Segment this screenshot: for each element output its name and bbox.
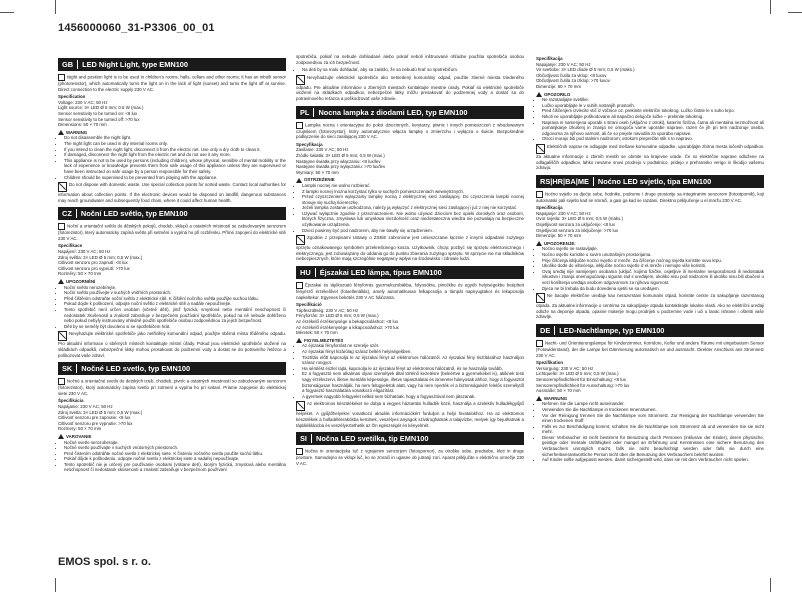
brand-name: EMOS spol. s r. o. <box>58 556 151 568</box>
crop-mark <box>55 0 56 14</box>
spec-line: Citlivost senzoru pro vypnutí: >70 lux <box>58 265 130 271</box>
warning-item: • Verwenden Sie die Nachtlampe in trockenen Innenräumen. <box>542 407 764 413</box>
spec-title: Specification <box>58 94 86 100</box>
warning-item: • Tento spotrebič nie je určený pre používanie osobami (vrátane detí), ktorým fyzická, zmyslová alebo mentálna neschopnosť či nedostatok skúseností a znalostí zabraňuje v bezpečnom používaní <box>64 462 286 473</box>
warning-item: • Dzieci powinny być pod nadzorem, aby nie bawiły się urządzeniem. <box>302 228 524 234</box>
section-title: Noćno LED svjetlo, tipa EMN100 <box>597 176 712 186</box>
warning-item: • Djeca ne bi trebala da budu dovedena sjetiti se sa uređajem. <box>542 286 764 292</box>
warning-item: • Nikoli ne uporabljajte poškodovane ali napačno delujoče lučke – prekinite tokokrog. <box>542 114 764 120</box>
intro-text-content: Noćno svjetlo za djećje sobe, hodnike, podrume i druge prostorije sa integriranim senzorom (fotootpornik), koji automatski pali svjetlo kad se smrači, a gasi ga kad se razdani. Direktno priključenje u el.mrežu 230 V AC. <box>536 191 764 203</box>
document-code: 1456000060_31-P3306_00_01 <box>58 22 215 34</box>
warning-item: • Děti by se neměly být dovoleno si se spotřebičem hrát. <box>64 324 286 330</box>
spec-title: Spezifikation <box>536 360 564 366</box>
warning-title: VAROVANIE <box>66 433 92 439</box>
spec-line: Napájení: 230 V AC; 50 Hz <box>58 249 111 255</box>
language-code: RS|HR|BA|ME <box>540 177 594 186</box>
language-code: CZ <box>62 209 77 218</box>
crop-mark <box>788 12 802 13</box>
spec-line: Sensorempfindlichkeit für Einschaltung: <8 lux <box>536 376 626 382</box>
intro-text-content: Nacht- und Orientierungslampe für Kinderzimmer, Korridore, Keller und andere Räume mit eingebautem Sensor (Fotowiderstand), der die Lampe bei Dämmerung automatisch an und ausmacht. Direkter Anschluss ans Stromnetz 230 V AC. <box>536 340 764 358</box>
warning-item: • Falls es zur Beschädigung kommt, schalten Sie die Nachtlampe vom Stromnetz ab und verwenden Sie sie nicht mehr. <box>542 424 764 435</box>
language-code: HU <box>300 268 316 277</box>
warning-list <box>536 401 764 463</box>
spec-title: Specifikace <box>58 243 83 249</box>
warning-item: • Nehmen Sie die Lampe nicht auseinander. <box>542 401 764 407</box>
warning-list <box>58 285 286 330</box>
warning-item: • Nočné svetlo nerozoberajte. <box>64 440 286 446</box>
intro-text <box>58 74 286 92</box>
warning-item: • Children should be supervised to be prevented from playing with the appliance. <box>64 175 286 181</box>
spec-line: Rozmery: 50 × 70 mm <box>58 426 102 432</box>
warning-item: • If damaged, disconnect the night light from the electric net and do not use it any more. <box>64 152 286 158</box>
warning-item: • Auf Kinder sollte aufgepasst werden, damit sichergestellt wird, dass sie mit dem Verbraucher nicht spielen. <box>542 457 764 463</box>
spec-line: Zdroj světla: 3× LED Ø 5 mm; 0,5 W (max.) <box>58 254 143 260</box>
section-title: Nočna LED svetilka, tip EMN100 <box>315 434 429 444</box>
spec-line: Méretek: 50 × 70 mm <box>296 330 338 336</box>
crossed-bin-icon <box>296 75 305 85</box>
section-header <box>296 106 524 119</box>
warning-item: • The night light can be used in dry internal rooms only. <box>64 141 286 147</box>
spec-line: Občutljivost čutila za izklop: >70 luxov <box>536 78 610 84</box>
spec-line: Az érzékelő érzékenysége a bekapcsoláshoz: <8 lux <box>296 319 399 324</box>
intro-text-content: spotrebiča, pokiaľ na nebude dohliadané alebo pokiaľ neboli inštruované ohľadne použitia spotrebiča osobou zodpovednou za ich bezpečnosť. <box>296 54 524 65</box>
warning-item: • Tisztítás előtt kapcsolja le az éjszakai fényt az elektromos hálózatról. Az éjszakai fény tisztításához használjon száraz rongyot. <box>302 355 524 366</box>
section-title: Noční LED světlo, typ EMN100 <box>80 209 188 219</box>
warning-item: • Dieser Verbraucher ist nicht bestimmt für Benutzung durch Personen (inklusive der Kinder), deren physische, geistige oder mentale Unfähigkeit oder mangel an Erfahrung und Kenntnissen eine sichere Benutzung des Verbrauchers unmöglich macht, falls sie nicht beaufsichtigt werden oder falls sie durch eine sicherheitsverantwortliche Person nicht über die Benutzung des Verbrauchers belehrt wurden. <box>542 435 764 457</box>
spec-title: Špecifikácia <box>58 398 84 404</box>
disposal-text-content: Ne bacajte električne uređaje kao nerazvrstani komunalni otpad, koristite centre za sakupljanje razvrstanog otpada. Za aktualne informacije o centrima za sakupljanje otpada kontaktirajte lokalne vlasti. Ako se električni uređaji odlože na deponije otpada, opasne materije mogu prodrijeti u podzemne vode i ući u lanac ishrane i oštetiti vaše zdravlje. <box>536 293 764 320</box>
intro-text-content: Night and position light is to be used in children’s rooms, halls, cellars and other rooms; it has an inbuilt sensor (photoresistor), which automatically turns the light on in the lack of light (sunset) and turns the light off at sunrise. Direct connection to the electric supply 230 V AC. <box>58 74 286 92</box>
crossed-bin-icon <box>296 235 305 245</box>
spec-title: Specifikáció <box>296 302 322 308</box>
spec-line: Osjetljivost senzora za isključenje: >70 lux <box>536 227 619 233</box>
spec-line: Sensorempfindlichkeit für Ausschaltung: >70 lux <box>536 382 630 388</box>
warning-item: • Pred čiščenjem izvlecite vtič iz vtičnice oz. prekinite električni tokokrog. Lučko čistite le s suho krpo. <box>542 108 764 114</box>
intro-text-content: Éjszakai és tájékoztató fényforrás gyermekszobákba, folyosókra, pincékbe és egyéb helyiségekbe beépített fényérző érzékelővel (fotoellenállás), amely automatikusan felkapcsolja a lámpát napnyugtakor és lekapcsolja napkeltekor. Egyenes bekötés 230 V AC hálózatra. <box>296 282 524 300</box>
intro-text-content: Lampka nocna i orientacyjna do pokoi dziecinnych, korytarzy, piwnic i innych pomieszczeń z wbudowanym czujnikiem (fotorezystor), który automatycznie włącza lampkę o zmierzchu i wyłącza o świcie. Bezpośrednie podłączenie do sieci zasilającej 230 V AC. <box>296 122 524 140</box>
section-title: Nocna lampka z diodami LED, typ EMN100 <box>318 107 468 117</box>
intro-text-content: Noční a orientační světlo do dětských pokojů, chodeb, sklepů a ostatních místností se zabudovaným senzorem (fotorezistor), který automaticky zapíná světlo při setmění a vypíná ho při rozbřesku. Přímé zapojení do elektrické sítě 230 V AC. <box>58 223 286 241</box>
spec-line: Izvor svjetla: 3× LED Ø 5 mm; 0,5 W (maks.) <box>536 216 623 222</box>
spec-line: Rozměry: 50 × 70 mm <box>58 271 102 277</box>
intro-text-content: Nočné a orientačné svetlo do detských izieb, chodieb, pivníc a ostatných miestností so zabudovaným senzorom (fotorezistor), ktorý automaticky zapína svetlo pri zotmení a vypína ho pri svitaní. Priame zapojenie do elektrickej siete 230 V AC. <box>58 378 286 396</box>
section-title: LED Night Light, type EMN100 <box>82 60 189 69</box>
warning-list <box>536 246 764 291</box>
spec-line: Sensor sensitivity to be turned off: >70 lux <box>58 116 140 122</box>
warning-item: • Noční světlo nerozebírejte. <box>64 285 286 291</box>
section-header <box>58 58 286 71</box>
warning-item: • Nočné svetlo používajte v suchých vnútorných priestoroch. <box>64 445 286 451</box>
spec-line: Napajanje: 230 V AC; 50 Hz <box>536 61 591 67</box>
warning-icon <box>536 92 542 97</box>
spec-line: Dimensions: 50 × 70 mm <box>58 122 107 128</box>
spec-line: Napajanje: 230 V AC; 50 Hz <box>536 210 591 216</box>
warning-title: WARNING <box>66 129 88 135</box>
warning-title: OSTRZEŻENIE <box>304 177 335 183</box>
disposal-text-content: Nevyhazujte elektrické spotřebiče jako netříděný komunální odpad, použijte sběrná místa tříděného odpadu. Pro aktuální informace o sběrných místech kontaktujte místní úřady. Pokud jsou elektrické spotřebiče uložené na skládkách odpadků, nebezpečné látky mohou prosakovat do podzemní vody a dostat se do potravního řetězce a poškozovat vaše zdraví. <box>58 331 286 358</box>
crossed-bin-icon <box>58 331 67 341</box>
intro-text <box>58 223 286 241</box>
warning-item: • Pred čistením odstráňte nočné svetlo z elektrickej siete. K čisteniu nočného svetla použite suchú látku. <box>64 451 286 457</box>
warning-item: • A gyermek nagyobb felügyelet nélkül nem bízhatóak, hogy a fogyasztóval nem játszanak. <box>302 394 524 400</box>
warning-item: • Noćno svjetlo koristite u suvim unutrašnjim prostorijama. <box>542 252 764 258</box>
warning-icon <box>58 279 64 284</box>
spec-line: Citlivosť senzoru pre vypnutie: >70 lux <box>58 420 133 426</box>
warning-icon <box>296 338 302 343</box>
language-code: SI <box>300 434 312 443</box>
crossed-bin-icon <box>536 293 545 303</box>
spec-line: Napájanie: 230 V AC; 50 Hz <box>58 403 113 409</box>
warning-title: UPOZORNĚNÍ <box>66 279 96 285</box>
crossed-bin-icon <box>58 182 67 192</box>
warning-item: • Vor der Reinigung trennen Sie die Nachtlampe vom Stromnetz. Zur Reinigung der Nachtlampe verwenden Sie einen trockenen Stoff. <box>542 413 764 424</box>
disposal-text <box>58 182 286 203</box>
night-light-icon <box>296 282 303 289</box>
warning-item: • Ukoliko dođe do oštećenja, isključite noćno svjetlo iz el.mreže i nemojte više koristiti. <box>542 263 764 269</box>
section-header <box>296 432 524 445</box>
spec-line: Citlivosť senzoru pre zapnutie: <8 lux <box>58 415 131 421</box>
section-header <box>536 175 764 188</box>
disposal-text <box>296 75 524 102</box>
warning-icon <box>58 130 64 135</box>
warning-item: • Lučko uporabljajte le v suhih notranjih prostorih. <box>542 103 764 109</box>
warning-list <box>58 135 286 180</box>
warning-item: • Noćno svjetlo ne rastavljajte. <box>542 246 764 252</box>
warning-item: • Noční světlo používejte v suchých vnitřních prostorách. <box>64 290 286 296</box>
warning-item: • This appliance is not to be used by persons (including children), whose physical, sensible of mental mobility or the lack of experience or knowledge prevents them from safe usage of this appliance unless they are supervised or have been instructed on safe usage by a person responsible for their safety. <box>64 158 286 175</box>
spec-line: Osjetljivost senzora za uključenje: <8 lux <box>536 222 615 228</box>
spec-line: Następne światła przy wyłączaniu: >70 lux/lev <box>296 164 386 170</box>
spec-line: Zasilanie: 230 V AC; 50 Hz <box>296 147 349 153</box>
warning-item: • Przed czyszczeniem wyłączamy lampkę nocną z elektrycznej sieci zasilającej. Do czyszczenia lampki nocnej stosuje się suchą ściereczkę. <box>302 194 524 205</box>
warning-item: • Az éjszakai fényt kizárólag száraz beltéri helyiségekben. <box>302 349 524 355</box>
warning-list <box>296 343 524 399</box>
warning-item: • Tento spotřebič není určen osobám (včetně dětí), jimž fyzická, smyslová nebo mentální neschopnost či nedostatek zkušeností a znalostí zabraňuje v bezpečném používání spotřebiče, pokud na ně nebude dohlíženo nebo pokud nebyly instruovány ohledně použití spotřebiče osobou zodpovědnou za jejich bezpečnost. <box>64 307 286 324</box>
intro-text <box>536 340 764 358</box>
disposal-text <box>58 331 286 358</box>
warning-item: • Do not disassemble the night light. <box>64 135 286 141</box>
spec-line: Vir svetlobe: 3× LED diode Ø 5 mm; 0,5 W (maks.) <box>536 67 635 73</box>
warning-item: • Lampki nocnej nie wolno rozbierać. <box>302 183 524 189</box>
warning-list <box>296 67 524 73</box>
language-code: PL <box>300 108 314 117</box>
crossed-bin-icon <box>536 144 545 154</box>
intro-text <box>296 448 524 466</box>
warning-title: OPOZORILO <box>544 91 571 97</box>
warning-item: • Z lampki nocnej można korzystać tylko w suchych pomieszczeniach wewnętrznych. <box>302 189 524 195</box>
crop-mark <box>770 0 771 14</box>
section-header <box>58 207 286 220</box>
section-title: LED-Nachtlampe, typ EMN100 <box>559 325 665 335</box>
warning-item: • Pokiaľ dôjde k poškodeniu, odpojte nočné svetlo z elektrickej siete a nadaľej nepoužívajte. <box>64 456 286 462</box>
night-light-icon <box>58 74 65 81</box>
spec-line: Źródło światła: 3× LED Ø 5 mm; 0,5 W (max.) <box>296 152 385 158</box>
warning-item: • If you intend to clean the night light, disconnect it from the electric net. Use only a dry cloth to clean it. <box>64 147 286 153</box>
warning-item: • Prije čišćenja isključite noćno svjetlo iz mreže. Za čišćenje noćnog svjetla koristite suvu krpu. <box>542 258 764 264</box>
warning-item: • Ne razstavljajte svetilke. <box>542 97 764 103</box>
disposal-text <box>296 401 524 428</box>
warning-list <box>536 97 764 142</box>
spec-line: Dimenzije: 50 × 70 mm <box>536 83 582 89</box>
warning-item: • Ez a fogyasztó nem alkalmas olyan személyek által történő kezelésre (beleértve a gyermekeket is), akiknek testi vagy érzékszervi, illetve mentális képessége, illetve tapasztalatai és ismeretei hiányosak ahhoz, hogy a fogyasztót biztonságosan használják, ha nem felügyeletük alatt, vagy ha nem nyerték el a biztonságukért felelős személytől a fogyasztó használatára vonatkozó eligazítást. <box>302 371 524 393</box>
disposal-text <box>536 144 764 171</box>
spec-title: Specifikacija <box>536 205 563 211</box>
night-light-icon <box>58 378 65 385</box>
night-light-icon <box>58 223 65 230</box>
crop-mark <box>55 578 56 592</box>
warning-icon <box>296 178 302 183</box>
spec-line: Ausmaße: 50 × 70 mm <box>536 388 581 394</box>
intro-text <box>296 282 524 300</box>
warning-title: UPOZORENJE: <box>544 240 576 246</box>
warning-title: WARNUNG <box>544 395 568 401</box>
warning-list <box>296 183 524 233</box>
night-light-icon <box>536 340 543 347</box>
language-code: GB <box>62 60 78 69</box>
warning-icon <box>58 434 64 439</box>
spec-line: Następne światła przy włączaniu: <8 lux/lev <box>296 158 381 164</box>
night-light-icon <box>296 122 303 129</box>
section-header <box>58 362 286 375</box>
warning-list <box>58 440 286 474</box>
language-code: SK <box>62 364 77 373</box>
intro-text-content: Nočna in orientacijska luč z vgrajenim senzorjem (fotoupornor), za otroške sobe, predsobe, kleti in druge prostore. Samodejno se vklopi luč, ko se zmrači in ugasne ob jutranji zori. Aparat priključite v električno omrežje 230 V AC. <box>296 448 524 466</box>
disposal-text-content: Električnih naprav ne odlagajte med mešane komunalne odpadke, uporabljajte zbirna mesta ločenih odpadkov. Za aktualne informacije o zbirnih mestih se obrnite na krajevne urade. Če so električne naprave odložene na odlagališčih odpadkov, lahko nevarne snovi prodrejo v podtalnico, pridejo v prehransko verigo in škodijo vašemu zdravju. <box>536 143 764 171</box>
warning-item: • Před čištěním odstraňte noční světlo z elektrické sítě. K čištění nočního světla použijte suchou látku. <box>64 296 286 302</box>
spec-line: Lichtquelle: 3× LED Ø 5 mm; 0,5 W (max.) <box>536 371 619 377</box>
spec-line: Az érzékelő érzékenysége a kikapcsoláshoz: >70 lux <box>296 324 399 330</box>
intro-text <box>536 191 764 204</box>
warning-icon <box>536 241 542 246</box>
disposal-text-content: Az elektromos készülékeket ne dobja a vegyes háztartási hulladék közé, használja a szelektív hulladékgyűjtő helyeket. A gyűjtőhelyekre vonatkozó aktuális információkért forduljon a helyi hivatalokhoz. Ha az elektromos készülékek a hulladéklerakókba kerülnek, veszélyes anyagok szivároghatnak a talajvízbe, melyek így bejuthatnak a táplálékláncba és veszélyeztethetik az Ön egészségét és kényelmét. <box>296 401 524 428</box>
disposal-text-content: Do not dispose with domestic waste. Use special collection points for sorted waste. Contact local authorities for information about collection points. If the electronic devices would be disposed on landfill, dangerous substances may reach groundwater and subsequently food chain, where it could affect human health. <box>58 182 286 203</box>
spec-line: Tápfeszültség: 230 V AC; 50 Hz <box>296 307 359 313</box>
warning-item: • Jeżeli lampka zostanie uszkodzona, należy ją wyłączyć z elektrycznej sieci zasilającej i już z niej nie korzystać. <box>302 205 524 211</box>
warning-icon <box>536 396 542 401</box>
intro-text <box>58 378 286 396</box>
spec-line: Sensor sensitivity to be turned on: <8 lux <box>58 110 138 116</box>
intro-text <box>296 122 524 140</box>
crop-mark <box>770 578 771 592</box>
warning-item: • Na deti by sa malo dohliadať, aby sa zaistilo, že sa nebudú hrať so spotrebičom. <box>302 67 524 73</box>
column-3 <box>536 54 764 465</box>
section-header <box>296 266 524 279</box>
spec-line: Voltage: 230 V AC; 50 Hz <box>58 99 108 105</box>
warning-item: • Pokud dojde k poškození, odpojte noční světlo z elektrické sítě a nadále nepoužívejte. <box>64 301 286 307</box>
disposal-text <box>296 235 524 262</box>
warning-title: FIGYELMEZTETÉS <box>304 337 344 343</box>
night-light-icon <box>296 448 303 455</box>
spec-line: Zdroj svetla: 3× LED Ø 5 mm; 0,5 W (max.) <box>58 409 143 415</box>
spec-line: Občutljivost čutila za vklop: <8 luxov <box>536 72 607 78</box>
warning-item: • Ha sérülést észlel rajta, kapcsolja le az éjszakai fényt az elektromos hálózatról, és ne használja tovább. <box>302 366 524 372</box>
warning-item: • Używać wyłącznie zgodnie z przeznaczeniem. Nie wolno używać dzieciom bez opieki dorosłych oraz osobom, których fizyczna, zmysłowa lub umysłowa niezdolność oraz niedostateczna wiedza nie pozwalają na bezpieczne użytkowanie urządzenia. <box>302 211 524 228</box>
disposal-text-content: Zgodnie z przepisami Ustawy o ZSEiE zabronione jest umieszczanie łącznie z innymi odpadami zużytego sprzętu oznakowanego symbolem przekreślonego kosza. Użytkownik, chcąc pozbyć się sprzętu elektronicznego i elektrycznego, jest zobowiązany do oddania go do punktu zbierania zużytego sprzętu. W sprzęcie nie ma składników niebezpiecznych, które mają szczególnie negatywny wpływ na środowisko i zdrowie ludzi. <box>296 235 524 262</box>
warning-item: • Az éjszakai fényforrást ne szerelje szét. <box>302 343 524 349</box>
spec-line: Wymiary: 50 × 70 mm <box>296 169 339 175</box>
spec-title: Specyfikacja <box>296 141 323 147</box>
spec-title: Specifikacija <box>536 56 563 61</box>
night-light-icon <box>536 191 543 198</box>
spec-line: Citlivost senzoru pro zapnutí: <8 lux <box>58 260 128 266</box>
spec-line: Versorgung: 230 V AC; 50 Hz <box>536 365 594 371</box>
language-code: DE <box>540 326 555 335</box>
section-title: Éjszakai LED lámpa, típus EMN100 <box>319 268 442 278</box>
spec-line: Light source: 3× LED Ø 5 mm; 0.5 W (max.) <box>58 105 144 111</box>
warning-item: • Otroci morajo biti pod stalnim nadzorom; otrokom preprečite stik s to napravo. <box>542 136 764 142</box>
section-header <box>536 324 764 337</box>
spec-line: Fényforrás: 3× LED Ø 5 mm; 0,5 W (max.) <box>296 313 379 319</box>
crossed-bin-icon <box>296 401 305 411</box>
disposal-text-content: Nevyhadzujte elektrické spotrebiče ako netriedený komunálny odpad, použite zberné miesta triedeného odpadu. Pre aktuálne informácie o zberných miestach kontaktujte miestne úrady. Pokiaľ sú elektrické spotrebiče uložené na skládkach odpadkov, nebezpečné látky môžu presakovať do podzemnej vody a dostať sa do potravinového reťazca a poškodzovať vaše zdravie. <box>296 74 524 101</box>
column-1 <box>58 54 286 475</box>
section-title: Nočné LED svetlo, typ EMN100 <box>81 364 191 374</box>
column-2 <box>296 54 524 468</box>
disposal-text <box>536 293 764 320</box>
warning-item: • Naprava ni namenjena uporabi s strani oseb (vključno z otroki), katerim fizična, čutna ali mentalna nezmožnost ali pomanjkanje izkušenj in znanja ne omogoča varne uporabe naprave, razen če jih pri tem nadzoruje oseba, odgovorna za njihovo varnost, ali če so prejele navodila za uporabo naprave. <box>542 120 764 137</box>
intro-text <box>296 54 524 65</box>
spec-line: Dimenzije: 50 × 70 mm <box>536 233 582 239</box>
warning-item: • Ovaj uređaj nije namijenjen osobama (uključ. kojima fizičke, osjetljive ili mentalne nesposobnosti ili nedostatak iskustva i znanja onemogućavaju siguran rad s uređajem, ukoliko nisu pod nadzorom ili ukoliko nisu bili obučeni u vezi korištenja uređaja osobom odgovornom za njihovu sigurnost. <box>542 269 764 286</box>
crop-mark <box>0 12 14 13</box>
